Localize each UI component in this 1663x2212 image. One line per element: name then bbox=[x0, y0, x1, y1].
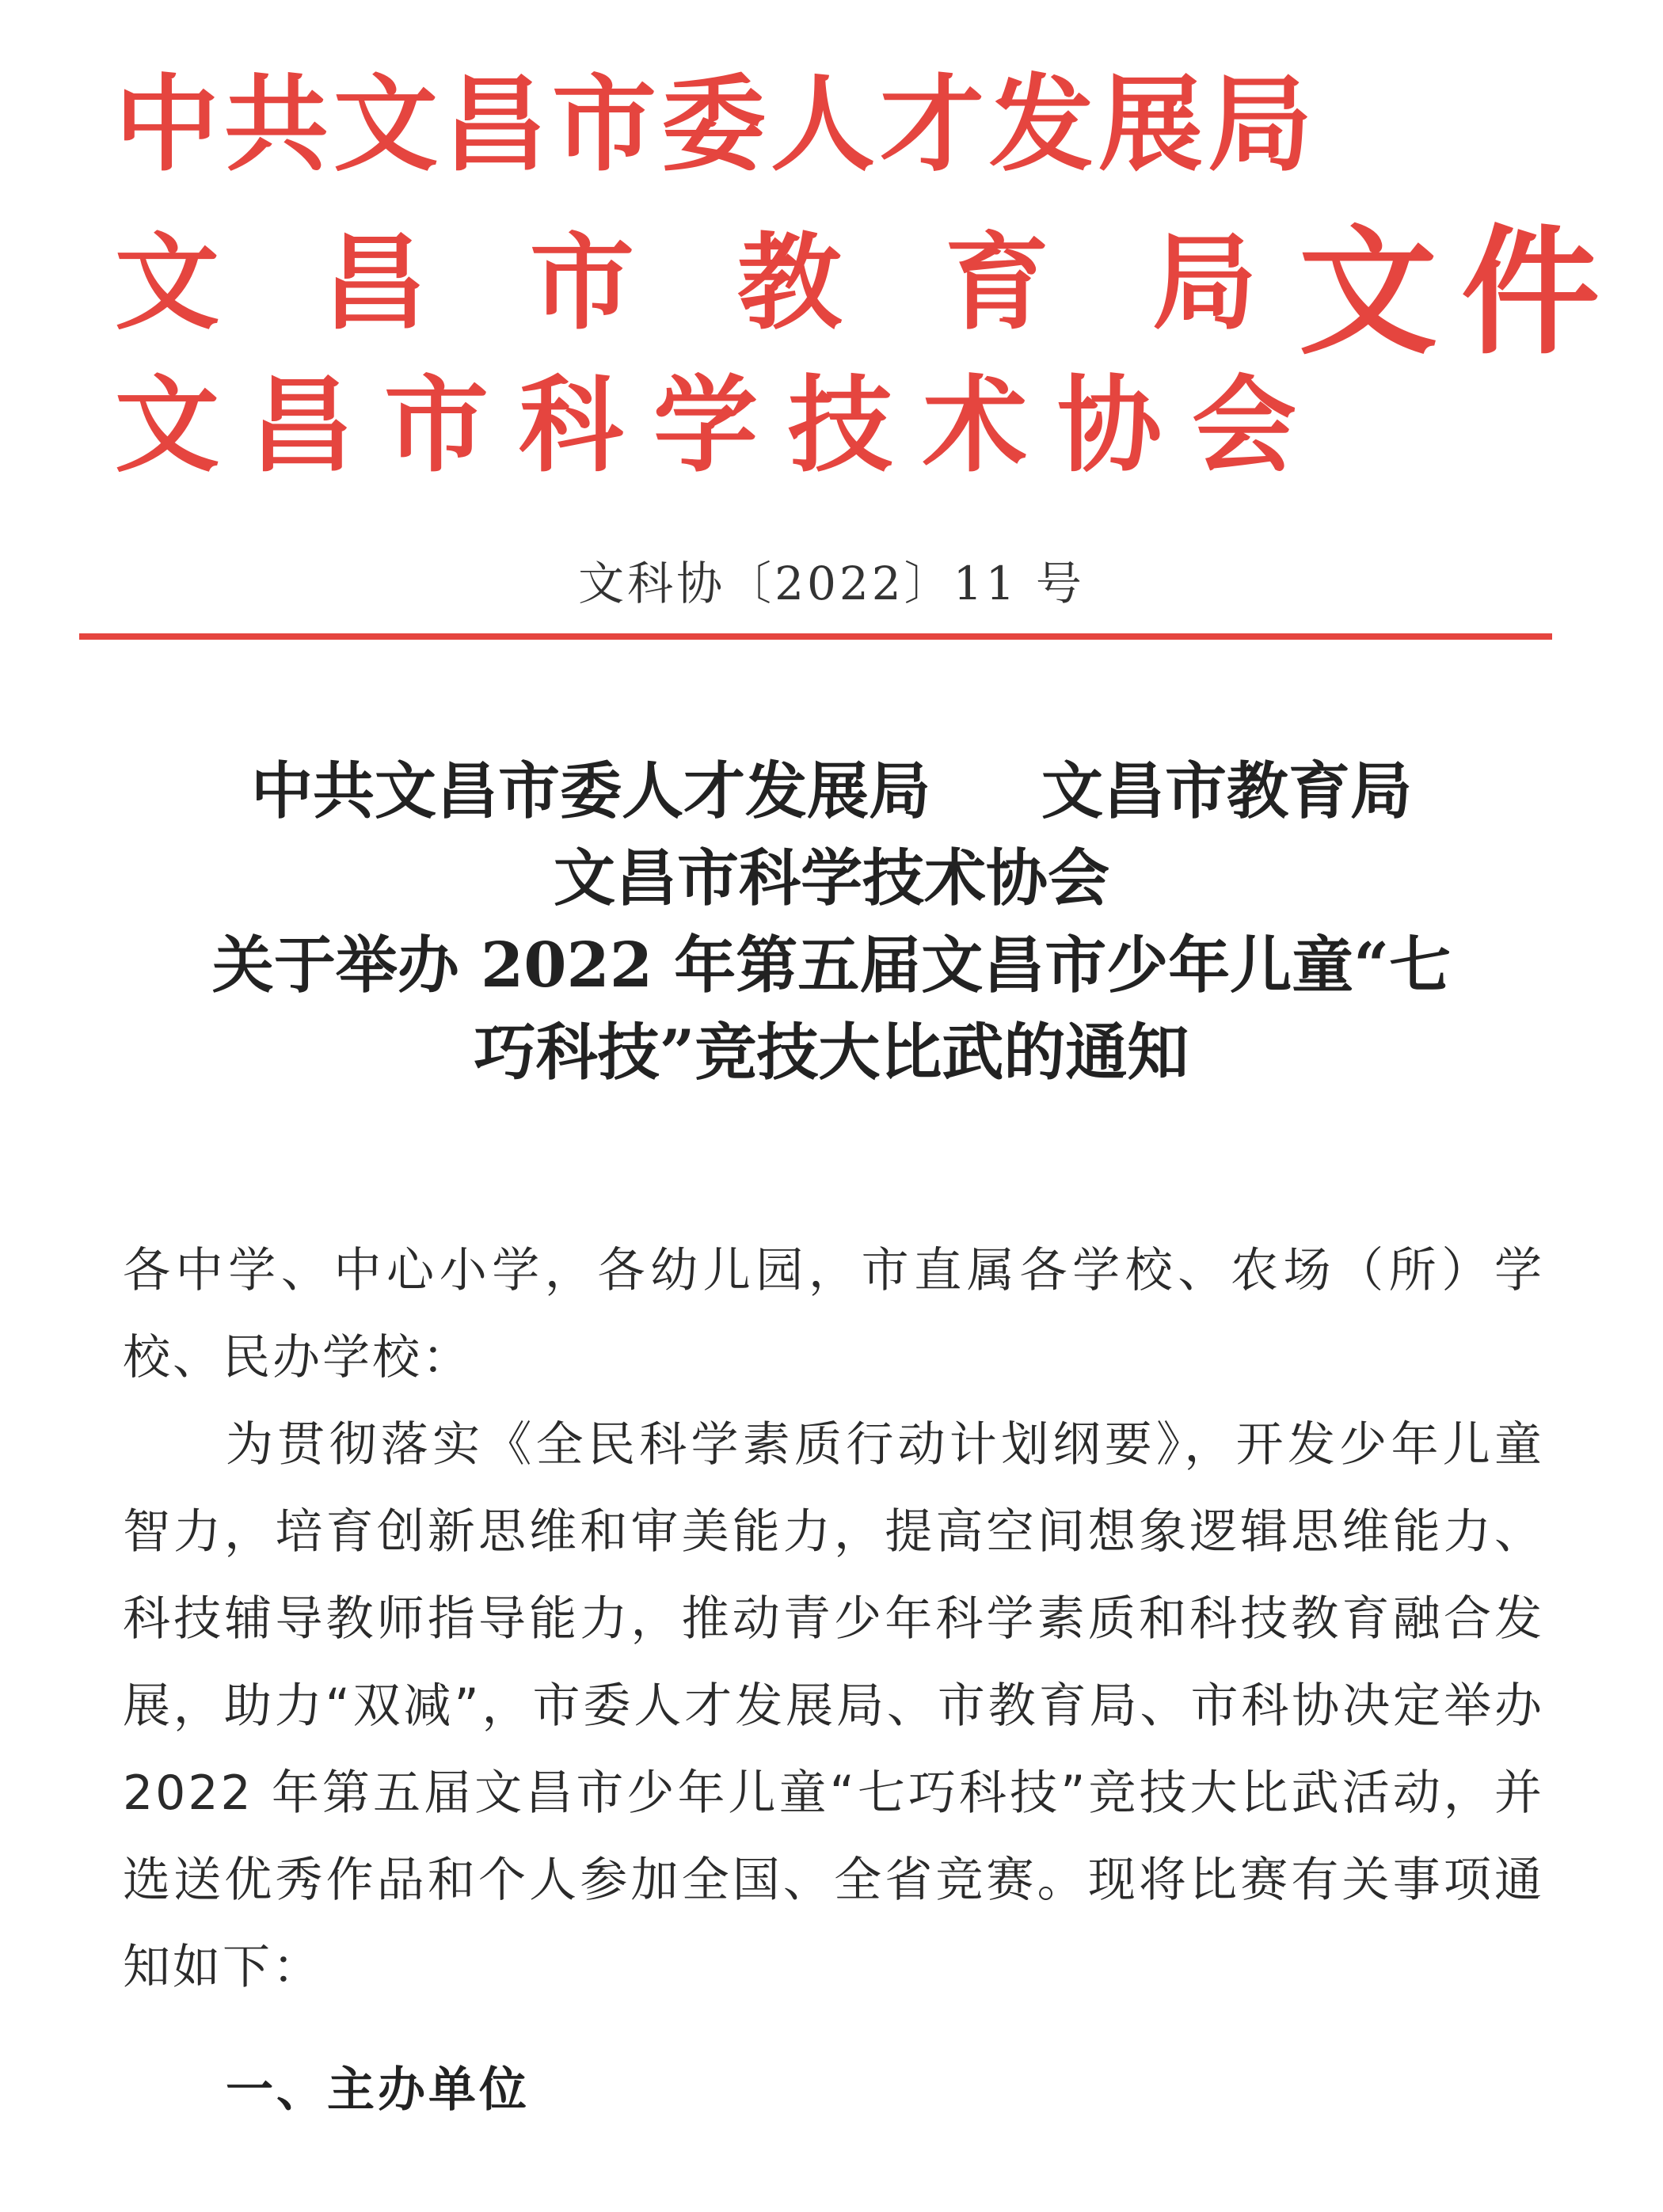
document-number: 文科协〔2022〕11 号 bbox=[578, 557, 1085, 610]
title-org-talent-bureau: 中共文昌市委人才发展局 bbox=[250, 755, 930, 827]
title-line-2: 文昌市科学技术协会 bbox=[553, 842, 1109, 914]
title-line-1 bbox=[103, 748, 1560, 835]
section-heading-organizers: 一、主办单位 bbox=[226, 2062, 530, 2118]
letterhead-org-education-bureau: 文昌市教育局 bbox=[115, 222, 1360, 344]
letterhead-org-science-association: 文昌市科学技术协会 bbox=[115, 364, 1326, 487]
notice-body bbox=[123, 1227, 1544, 2011]
letterhead-org-talent-bureau: 中共文昌市委人才发展局 bbox=[115, 63, 1317, 186]
letterhead-document-suffix: 文件 bbox=[1299, 211, 1623, 374]
addressee-paragraph: 各中学、中心小学，各幼儿园，市直属各学校、农场（所）学校、民办学校： bbox=[123, 1243, 1544, 1385]
body-paragraph-1: 为贯彻落实《全民科学素质行动计划纲要》，开发少年儿童智力，培育创新思维和审美能力，提高空间想象逻辑思维能力、科技辅导教师指导能力，推动青少年科学素质和科技教育融合发展，助力“双减”，市委人才发展局、市教育局、市科协决定举办 2022 年第五届文昌市少年儿童“七巧科技”竞技大比武活动，并选送优秀作品和个人参加全国、全省竞赛。现将比赛有关事项通知如下： bbox=[123, 1417, 1544, 1995]
notice-title bbox=[103, 748, 1560, 1096]
title-line-3: 关于举办 2022 年第五届文昌市少年儿童“七 bbox=[211, 929, 1452, 1001]
red-divider-line bbox=[79, 633, 1552, 640]
title-line-4: 巧科技”竞技大比武的通知 bbox=[474, 1017, 1189, 1089]
title-org-education-bureau: 文昌市教育局 bbox=[1041, 755, 1413, 827]
